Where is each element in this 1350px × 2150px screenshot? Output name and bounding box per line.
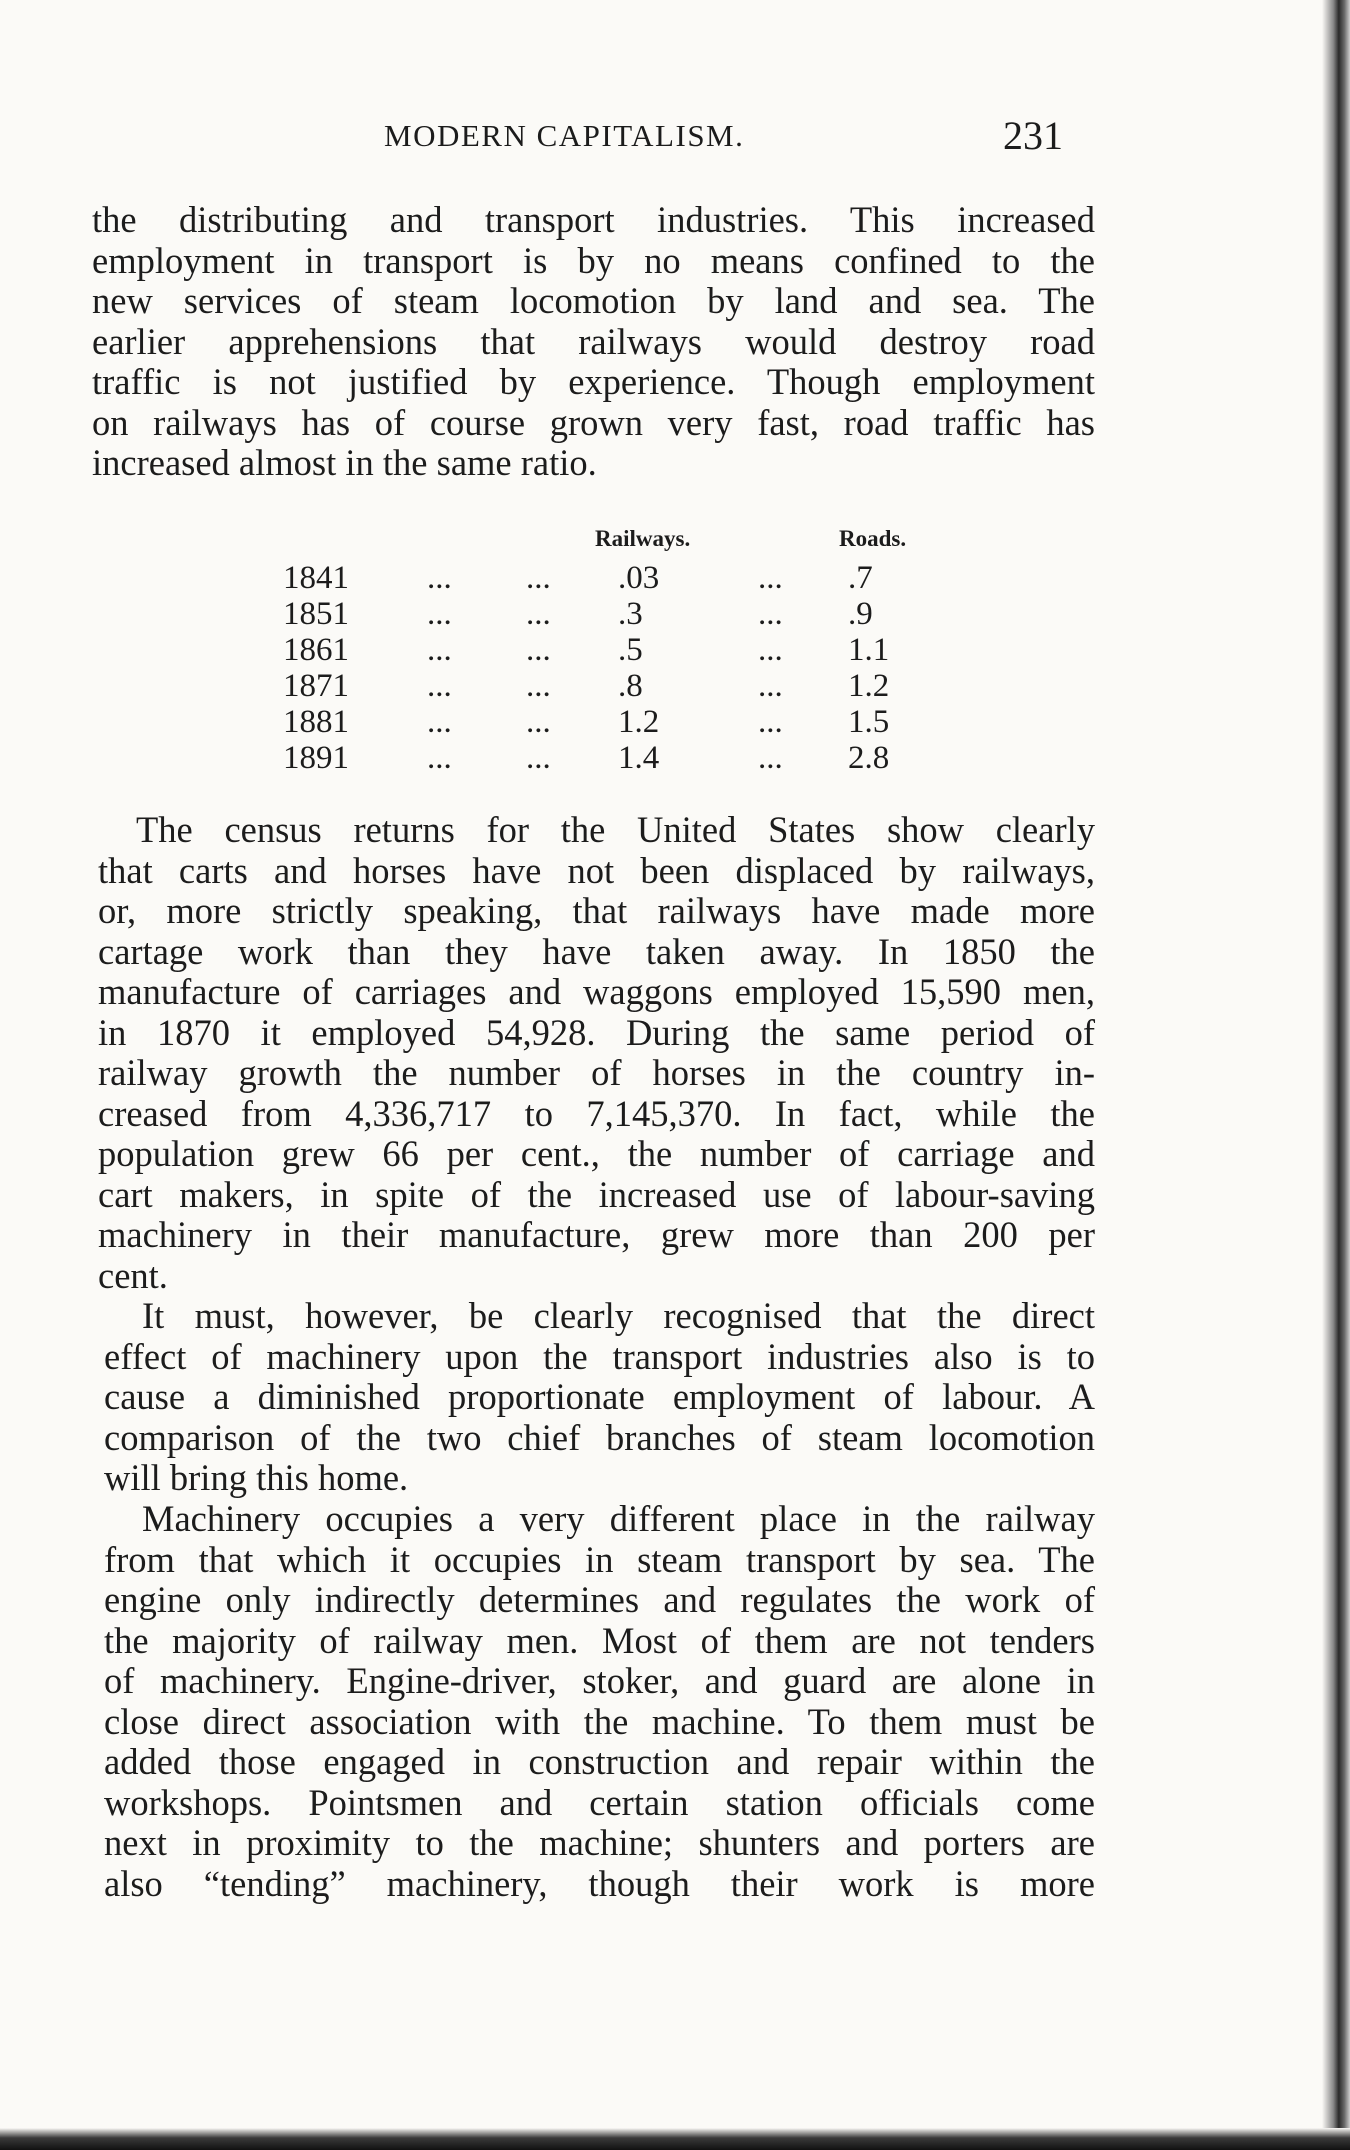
table-header: [283, 520, 963, 560]
paragraph-4: [104, 1499, 1095, 1904]
text-line: machinery in their manufacture, grew more than 200 per: [98, 1214, 1095, 1255]
table-row: [283, 740, 963, 776]
leader-dots: ...: [427, 596, 452, 632]
roads-cell: 2.8: [848, 740, 890, 776]
text-line: employment in transport is by no means confined to the: [92, 239, 1095, 281]
railways-cell: .03: [618, 560, 660, 596]
text-line: the distributing and transport industries. This increased: [92, 199, 1095, 240]
roads-cell: 1.1: [848, 632, 890, 668]
table-row: [283, 668, 963, 704]
text-line: The census returns for the United States show clearly: [136, 809, 1095, 850]
railways-cell: .8: [618, 668, 643, 704]
roads-cell: 1.2: [848, 668, 890, 704]
table-row: [283, 704, 963, 740]
roads-cell: .7: [848, 560, 873, 596]
text-line: engine only indirectly determines and regulates the work of: [104, 1579, 1095, 1620]
leader-dots: ...: [526, 596, 551, 632]
leader-dots: ...: [427, 560, 452, 596]
running-head: MODERN CAPITALISM.: [384, 118, 745, 153]
year-cell: 1871: [283, 668, 349, 704]
scan-binding-edge: [1322, 0, 1350, 2150]
leader-dots: ...: [427, 632, 452, 668]
year-cell: 1891: [283, 740, 349, 776]
table-row: [283, 596, 963, 632]
roads-cell: 1.5: [848, 704, 890, 740]
railways-cell: 1.4: [618, 740, 660, 776]
text-line: that carts and horses have not been displaced by railways,: [98, 849, 1095, 891]
table-row: [283, 632, 963, 668]
text-line: from that which it occupies in steam transport by sea. The: [104, 1538, 1095, 1580]
scan-bottom-edge: [0, 2128, 1350, 2150]
leader-dots: ...: [427, 668, 452, 704]
text-line: or, more strictly speaking, that railways have made more: [98, 890, 1095, 931]
text-line: cent.: [98, 1254, 168, 1296]
text-line: comparison of the two chief branches of steam locomotion: [104, 1416, 1095, 1458]
text-line: effect of machinery upon the transport industries also is to: [104, 1335, 1095, 1377]
railways-roads-table: [283, 520, 963, 776]
leader-dots: ...: [758, 740, 783, 776]
text-line: on railways has of course grown very fast, road traffic has: [92, 401, 1095, 443]
text-line: of machinery. Engine-driver, stoker, and guard are alone in: [104, 1660, 1095, 1701]
year-cell: 1851: [283, 596, 349, 632]
year-cell: 1881: [283, 704, 349, 740]
text-line: creased from 4,336,717 to 7,145,370. In fact, while the: [98, 1092, 1095, 1134]
text-line: also “tending” machinery, though their work is more: [104, 1862, 1095, 1904]
year-cell: 1841: [283, 560, 349, 596]
leader-dots: ...: [526, 668, 551, 704]
text-line: traffic is not justified by experience. Though employment: [92, 361, 1095, 402]
text-line: cartage work than they have taken away. In 1850 the: [98, 930, 1095, 972]
text-line: increased almost in the same ratio.: [92, 442, 597, 483]
text-line: It must, however, be clearly recognised that the direct: [142, 1295, 1095, 1336]
text-line: new services of steam locomotion by land and sea. The: [92, 280, 1095, 321]
leader-dots: ...: [526, 632, 551, 668]
railways-cell: 1.2: [618, 704, 660, 740]
leader-dots: ...: [758, 704, 783, 740]
text-line: close direct association with the machine. To them must be: [104, 1700, 1095, 1742]
text-line: will bring this home.: [104, 1457, 409, 1498]
leader-dots: ...: [758, 596, 783, 632]
leader-dots: ...: [758, 560, 783, 596]
paragraph-2: [98, 810, 1095, 1296]
text-line: railway growth the number of horses in the country in-: [98, 1052, 1095, 1093]
leader-dots: ...: [526, 704, 551, 740]
leader-dots: ...: [758, 668, 783, 704]
text-line: manufacture of carriages and waggons employed 15,590 men,: [98, 971, 1095, 1012]
leader-dots: ...: [526, 740, 551, 776]
text-line: cause a diminished proportionate employment of labour. A: [104, 1376, 1095, 1417]
leader-dots: ...: [526, 560, 551, 596]
table-row: [283, 560, 963, 596]
leader-dots: ...: [427, 740, 452, 776]
text-line: Machinery occupies a very different place in the railway: [142, 1498, 1095, 1539]
year-cell: 1861: [283, 632, 349, 668]
text-line: workshops. Pointsmen and certain station officials come: [104, 1781, 1095, 1823]
text-line: cart makers, in spite of the increased use of labour-saving: [98, 1173, 1095, 1215]
roads-column-header: Roads.: [839, 526, 907, 551]
railways-cell: .5: [618, 632, 643, 668]
roads-cell: .9: [848, 596, 873, 632]
text-line: the majority of railway men. Most of them are not tenders: [104, 1619, 1095, 1661]
railways-column-header: Railways.: [595, 526, 691, 551]
paragraph-1: [92, 200, 1095, 484]
text-line: population grew 66 per cent., the number of carriage and: [98, 1133, 1095, 1174]
text-line: in 1870 it employed 54,928. During the same period of: [98, 1011, 1095, 1053]
page-number: 231: [1003, 113, 1063, 158]
text-line: earlier apprehensions that railways would destroy road: [92, 320, 1095, 362]
leader-dots: ...: [427, 704, 452, 740]
paragraph-3: [104, 1296, 1095, 1499]
page-header: [0, 113, 1350, 158]
text-line: added those engaged in construction and repair within the: [104, 1741, 1095, 1782]
railways-cell: .3: [618, 596, 643, 632]
text-line: next in proximity to the machine; shunters and porters are: [104, 1822, 1095, 1863]
leader-dots: ...: [758, 632, 783, 668]
